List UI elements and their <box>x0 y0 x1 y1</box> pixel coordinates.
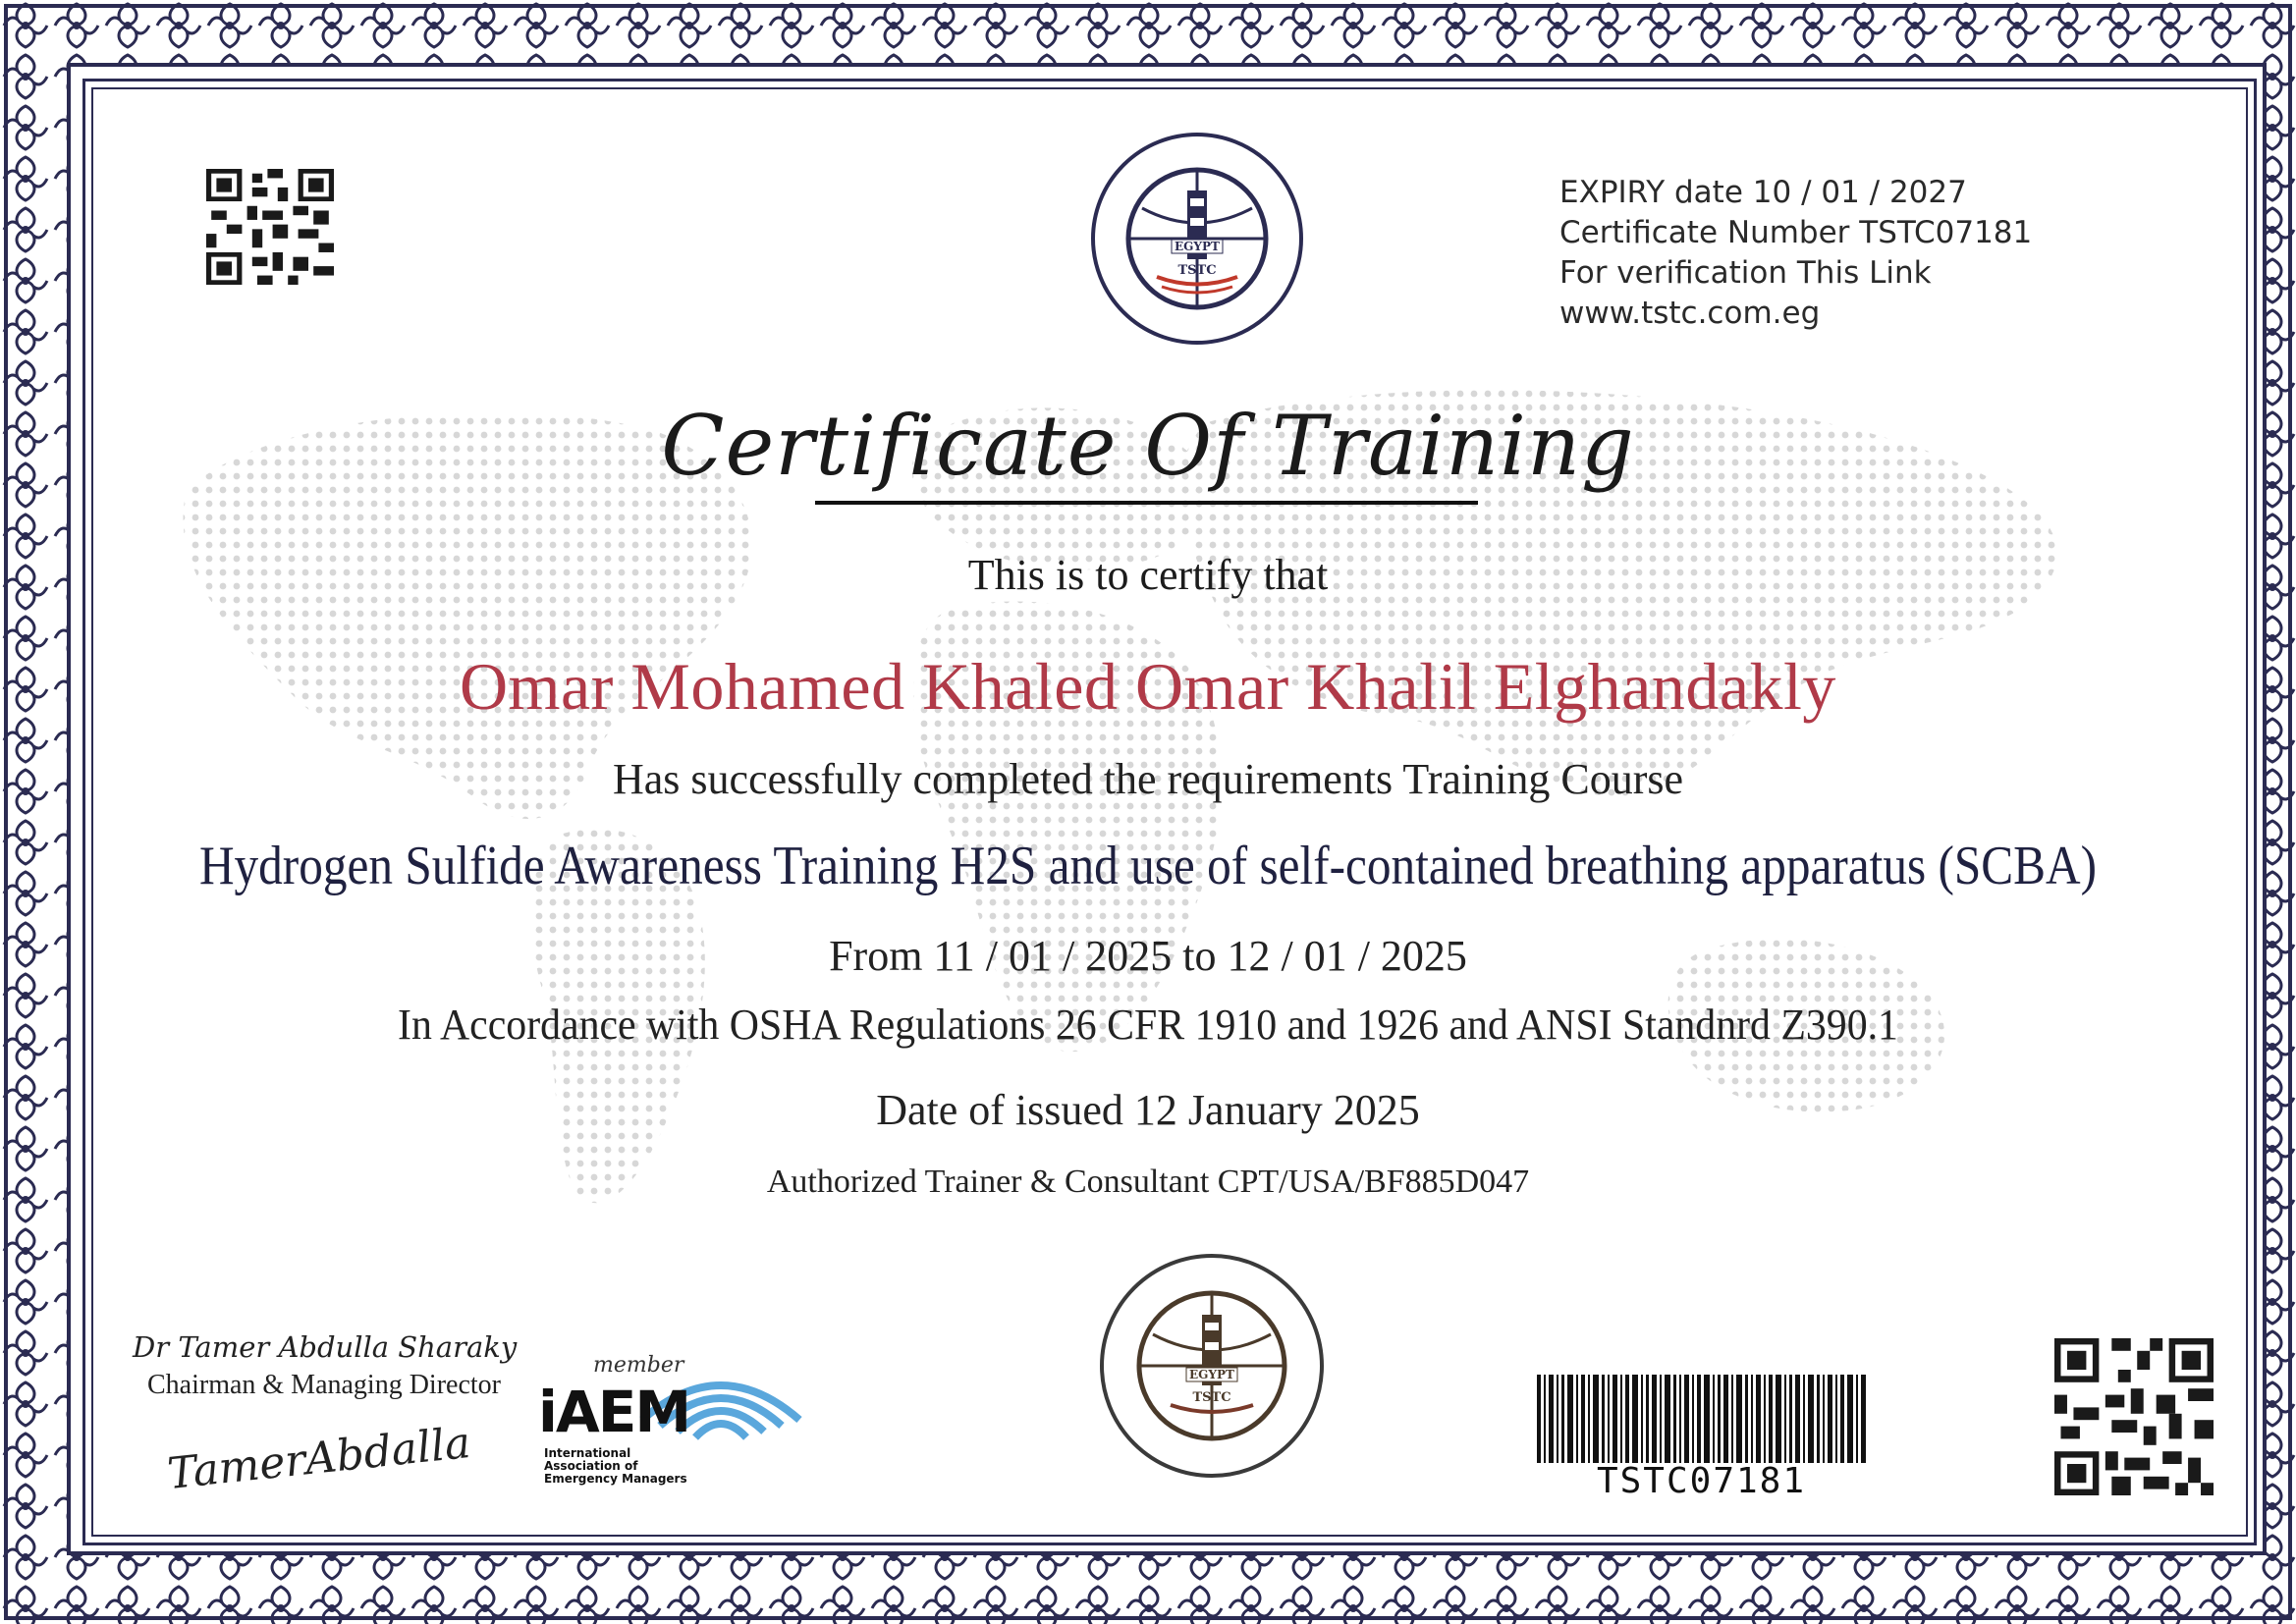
iaem-full-name: International Association of Emergency Managers <box>544 1446 687 1486</box>
certify-line: This is to certify that <box>967 551 1329 599</box>
verification-label: For verification This Link <box>1559 255 1932 291</box>
iaem-logo-text: iAEM <box>538 1379 690 1445</box>
seal-abbr-bottom: TSTC <box>1192 1390 1231 1405</box>
barcode-bars <box>1537 1375 1866 1463</box>
certificate-number: Certificate Number TSTC07181 <box>1559 215 2033 250</box>
signatory-name: Dr Tamer Abdulla Sharaky <box>133 1330 518 1364</box>
certificate-info <box>1559 173 2032 334</box>
course-dates: From 11 / 01 / 2025 to 12 / 01 / 2025 <box>829 932 1467 980</box>
signatory-block <box>133 1330 516 1401</box>
verification-website[interactable]: www.tstc.com.eg <box>1559 296 1821 331</box>
qr-code-top <box>206 169 334 285</box>
seal-abbr: TSTC <box>1177 263 1217 278</box>
iaem-logo <box>538 1353 803 1500</box>
recipient-name: Omar Mohamed Khaled Omar Khalil Elghandakly <box>460 649 1836 724</box>
accordance-line: In Accordance with OSHA Regulations 26 CFR 1910 and 1926 and ANSI Standnrd Z390.1 <box>398 1001 1898 1049</box>
iaem-member-label: member <box>593 1353 684 1378</box>
seal-country-bottom: EGYPT <box>1189 1368 1234 1381</box>
signatory-title: Chairman & Managing Director <box>146 1370 501 1400</box>
barcode-number: TSTC07181 <box>1596 1461 1807 1501</box>
completed-line: Has successfully completed the requirements Training Course <box>612 755 1683 803</box>
expiry-date: EXPIRY date 10 / 01 / 2027 <box>1559 175 1967 210</box>
trainer-line: Authorized Trainer & Consultant CPT/USA/BF885D047 <box>766 1164 1530 1200</box>
seal-country: EGYPT <box>1175 240 1220 253</box>
course-name: Hydrogen Sulfide Awareness Training H2S and use of self-contained breathing apparatus (SCBA) <box>198 836 2098 896</box>
tstc-seal-bottom <box>1098 1252 1326 1480</box>
title-underline <box>815 501 1478 505</box>
certificate-title: Certificate Of Training <box>661 398 1635 494</box>
qr-code-bottom <box>2054 1338 2214 1495</box>
signature: TamerAbdalla <box>165 1417 473 1500</box>
issue-date: Date of issued 12 January 2025 <box>876 1086 1420 1134</box>
tstc-seal-top <box>1088 130 1306 348</box>
barcode <box>1537 1375 1866 1502</box>
